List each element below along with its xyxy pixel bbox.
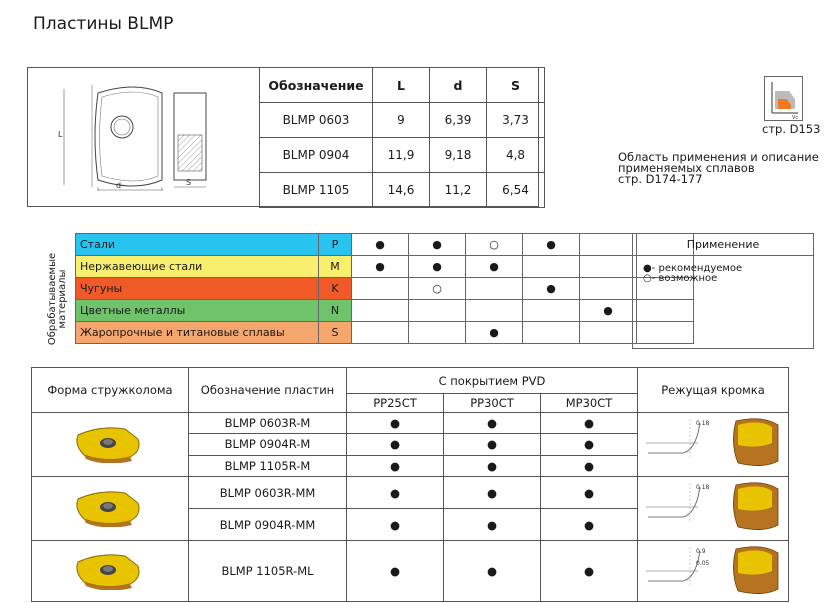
reference-desc-3: стр. D174-177: [618, 172, 703, 186]
applicability-cell: [466, 300, 523, 322]
applicability-cell: ●: [580, 300, 637, 322]
grade-availability: ●: [347, 434, 444, 455]
grade-availability: ●: [444, 413, 541, 434]
material-code: M: [319, 256, 352, 278]
applicability-cell: ●: [352, 234, 409, 256]
insert-designation: BLMP 0904R-MM: [189, 509, 347, 541]
material-row: [76, 256, 694, 278]
applicability-cell: ●: [352, 256, 409, 278]
legend-recommended: ●- рекомендуемое: [643, 263, 743, 274]
edge-dimension-label: 0.18: [696, 420, 710, 427]
cell: 9,18: [430, 138, 487, 173]
applicability-cell: [352, 322, 409, 344]
applicability-cell: [523, 322, 580, 344]
cell: 6,54: [487, 173, 545, 208]
insert-drawing: [40, 75, 255, 200]
applicability-cell: [580, 256, 637, 278]
grade-availability: ●: [347, 413, 444, 434]
applicability-cell: ●: [409, 234, 466, 256]
vertical-label-line2: материалы: [57, 269, 68, 329]
material-name: Чугуны: [76, 278, 319, 300]
material-code: N: [319, 300, 352, 322]
material-row: [76, 278, 694, 300]
insert-designation: BLMP 1105R-M: [189, 455, 347, 476]
table-row: [32, 413, 789, 434]
material-row: [76, 322, 694, 344]
insert-designation: BLMP 0603R-MM: [189, 477, 347, 509]
applicability-cell: ●: [523, 234, 580, 256]
cell: 9: [373, 103, 430, 138]
applicability-cell: [409, 300, 466, 322]
chipbreaker-shape: [32, 413, 189, 477]
insert-image: [70, 423, 150, 463]
grade-availability: ●: [347, 541, 444, 602]
header-edge: Режущая кромка: [638, 368, 789, 413]
applicability-cell: [409, 322, 466, 344]
applicability-cell: [580, 322, 637, 344]
vc-label: Vc: [792, 115, 799, 120]
grade-availability: ●: [347, 455, 444, 476]
applicability-cell: [466, 278, 523, 300]
cutting-edge-image: [638, 541, 789, 602]
material-code: K: [319, 278, 352, 300]
legend-title: Применение: [633, 234, 813, 256]
edge-dimension-label: 0.05: [696, 560, 710, 567]
d-label: d: [116, 181, 122, 190]
material-name: Нержавеющие стали: [76, 256, 319, 278]
reference-desc-2: применяемых сплавов: [618, 161, 755, 175]
material-name: Цветные металлы: [76, 300, 319, 322]
products-table: [31, 367, 789, 602]
cutting-edge-image: [638, 413, 789, 477]
legend-possible: ○- возможное: [643, 273, 718, 284]
grade-availability: ●: [444, 541, 541, 602]
cell: 3,73: [487, 103, 545, 138]
cell: 14,6: [373, 173, 430, 208]
grade-availability: ●: [541, 455, 638, 476]
cell: 6,39: [430, 103, 487, 138]
materials-table: [75, 233, 694, 344]
applicability-cell: [580, 234, 637, 256]
grade-availability: ●: [444, 455, 541, 476]
material-row: [76, 300, 694, 322]
edge-dimension-label: 0.18: [696, 484, 710, 491]
grade-availability: ●: [541, 434, 638, 455]
material-row: [76, 234, 694, 256]
chipbreaker-shape: [32, 477, 189, 541]
reference-page: стр. D153: [762, 122, 821, 136]
applicability-cell: ○: [409, 278, 466, 300]
vertical-label-line1: Обрабатываемые: [47, 252, 58, 346]
material-code: P: [319, 234, 352, 256]
cell: BLMP 0904: [260, 138, 373, 173]
cell: 11,2: [430, 173, 487, 208]
applicability-cell: ●: [409, 256, 466, 278]
insert-designation: BLMP 1105R-ML: [189, 541, 347, 602]
dimensions-table: [259, 67, 545, 208]
applicability-cell: [580, 278, 637, 300]
S-label: S: [186, 178, 192, 187]
grade-availability: ●: [444, 477, 541, 509]
L-label: L: [58, 130, 63, 139]
grade-availability: ●: [541, 541, 638, 602]
material-code: S: [319, 322, 352, 344]
cutting-edge-image: [638, 477, 789, 541]
grade-availability: ●: [347, 477, 444, 509]
grade-availability: ●: [541, 477, 638, 509]
insert-image: [70, 487, 150, 527]
cell: 4,8: [487, 138, 545, 173]
table-row: [260, 173, 545, 208]
grade-2: PP30CT: [444, 394, 541, 413]
insert-designation: BLMP 0603R-M: [189, 413, 347, 434]
application-area-icon: [764, 76, 803, 121]
grade-availability: ●: [347, 509, 444, 541]
material-name: Стали: [76, 234, 319, 256]
applicability-cell: ○: [466, 234, 523, 256]
table-row: [32, 541, 789, 602]
grade-availability: ●: [444, 509, 541, 541]
grade-1: PP25CT: [347, 394, 444, 413]
applicability-cell: [523, 256, 580, 278]
insert-image: [70, 550, 150, 590]
header-designation: Обозначение пластин: [189, 368, 347, 413]
grade-availability: ●: [541, 509, 638, 541]
insert-designation: BLMP 0904R-M: [189, 434, 347, 455]
applicability-cell: ●: [523, 278, 580, 300]
materials-vertical-label: [39, 254, 77, 344]
header-L: L: [373, 68, 430, 103]
table-row: [260, 103, 545, 138]
cell: 11,9: [373, 138, 430, 173]
header-shape: Форма стружколома: [32, 368, 189, 413]
applicability-cell: [352, 300, 409, 322]
header-S: S: [487, 68, 545, 103]
applicability-cell: ●: [466, 256, 523, 278]
table-row: [32, 477, 789, 509]
applicability-cell: [523, 300, 580, 322]
table-row: [260, 138, 545, 173]
header-designation: Обозначение: [260, 68, 373, 103]
header-coated: С покрытием PVD: [347, 368, 638, 394]
applicability-cell: [352, 278, 409, 300]
application-legend: [632, 233, 814, 349]
applicability-cell: ●: [466, 322, 523, 344]
grade-availability: ●: [444, 434, 541, 455]
reference-desc-1: Область применения и описание: [618, 150, 819, 164]
grade-availability: ●: [541, 413, 638, 434]
chipbreaker-shape: [32, 541, 189, 602]
cell: BLMP 0603: [260, 103, 373, 138]
material-name: Жаропрочные и титановые сплавы: [76, 322, 319, 344]
header-d: d: [430, 68, 487, 103]
edge-dimension-label: 0.9: [696, 548, 706, 555]
page-title: Пластины BLMP: [33, 14, 174, 34]
cell: BLMP 1105: [260, 173, 373, 208]
grade-3: MP30CT: [541, 394, 638, 413]
